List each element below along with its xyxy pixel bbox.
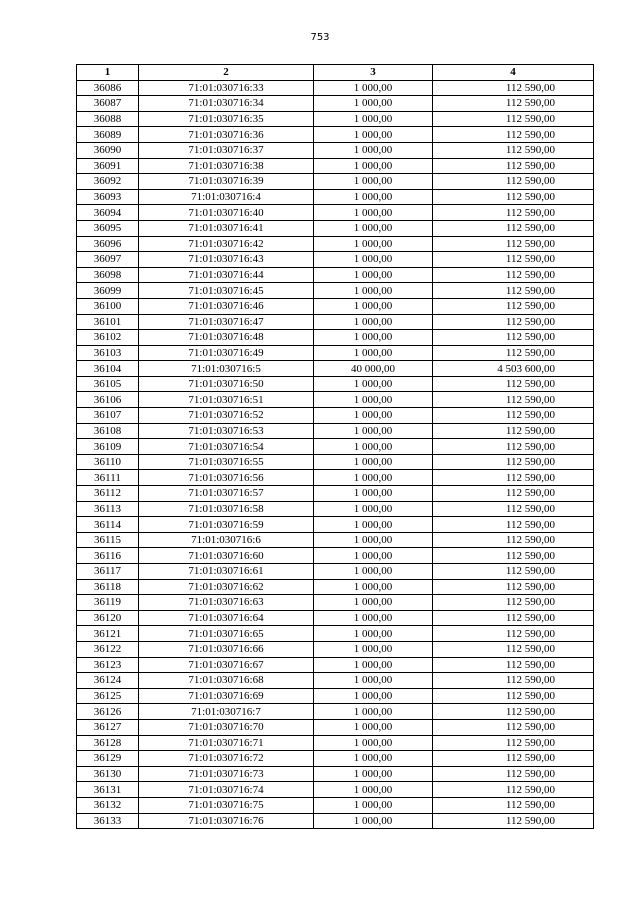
cadastral-number-cell: 71:01:030716:36 [139,127,314,143]
cadastral-number-cell: 71:01:030716:54 [139,439,314,455]
area-cell: 1 000,00 [314,454,433,470]
table-row [77,142,594,158]
cadastral-number-cell: 71:01:030716:42 [139,236,314,252]
area-cell: 1 000,00 [314,673,433,689]
row-number-cell: 36129 [77,751,139,767]
table-row [77,267,594,283]
table-row [77,579,594,595]
cadastral-number-cell: 71:01:030716:7 [139,704,314,720]
value-cell: 112 590,00 [433,704,594,720]
cadastral-number-cell: 71:01:030716:56 [139,470,314,486]
area-cell: 1 000,00 [314,641,433,657]
row-number-cell: 36107 [77,408,139,424]
row-number-cell: 36104 [77,361,139,377]
row-number-cell: 36094 [77,205,139,221]
value-cell: 112 590,00 [433,548,594,564]
cadastral-number-cell: 71:01:030716:34 [139,96,314,112]
table-row [77,80,594,96]
area-cell: 1 000,00 [314,751,433,767]
area-cell: 1 000,00 [314,174,433,190]
cadastral-number-cell: 71:01:030716:35 [139,111,314,127]
row-number-cell: 36123 [77,657,139,673]
area-cell: 1 000,00 [314,267,433,283]
row-number-cell: 36093 [77,189,139,205]
row-number-cell: 36126 [77,704,139,720]
area-cell: 1 000,00 [314,517,433,533]
cadastral-number-cell: 71:01:030716:60 [139,548,314,564]
table-row [77,127,594,143]
table-row [77,423,594,439]
row-number-cell: 36087 [77,96,139,112]
area-cell: 1 000,00 [314,252,433,268]
area-cell: 1 000,00 [314,548,433,564]
area-cell: 1 000,00 [314,345,433,361]
row-number-cell: 36111 [77,470,139,486]
value-cell: 112 590,00 [433,501,594,517]
row-number-cell: 36086 [77,80,139,96]
row-number-cell: 36101 [77,314,139,330]
cadastral-number-cell: 71:01:030716:51 [139,392,314,408]
table-row [77,486,594,502]
cadastral-number-cell: 71:01:030716:72 [139,751,314,767]
value-cell: 112 590,00 [433,579,594,595]
table-header [77,65,594,81]
table-row [77,205,594,221]
area-cell: 1 000,00 [314,80,433,96]
cadastral-number-cell: 71:01:030716:4 [139,189,314,205]
table-row [77,439,594,455]
column-header-2: 2 [139,65,314,81]
cadastral-number-cell: 71:01:030716:61 [139,564,314,580]
table-row [77,470,594,486]
value-cell: 112 590,00 [433,673,594,689]
table-row [77,174,594,190]
row-number-cell: 36088 [77,111,139,127]
cadastral-number-cell: 71:01:030716:6 [139,532,314,548]
row-number-cell: 36097 [77,252,139,268]
row-number-cell: 36091 [77,158,139,174]
value-cell: 112 590,00 [433,532,594,548]
value-cell: 4 503 600,00 [433,361,594,377]
row-number-cell: 36090 [77,142,139,158]
cadastral-number-cell: 71:01:030716:46 [139,298,314,314]
cadastral-number-cell: 71:01:030716:44 [139,267,314,283]
value-cell: 112 590,00 [433,283,594,299]
cadastral-number-cell: 71:01:030716:76 [139,813,314,829]
row-number-cell: 36124 [77,673,139,689]
value-cell: 112 590,00 [433,751,594,767]
row-number-cell: 36119 [77,595,139,611]
value-cell: 112 590,00 [433,657,594,673]
area-cell: 1 000,00 [314,423,433,439]
value-cell: 112 590,00 [433,408,594,424]
row-number-cell: 36110 [77,454,139,470]
table-body [77,80,594,829]
row-number-cell: 36105 [77,376,139,392]
column-header-1: 1 [77,65,139,81]
value-cell: 112 590,00 [433,96,594,112]
table-row [77,813,594,829]
area-cell: 1 000,00 [314,127,433,143]
value-cell: 112 590,00 [433,626,594,642]
value-cell: 112 590,00 [433,205,594,221]
row-number-cell: 36131 [77,782,139,798]
value-cell: 112 590,00 [433,158,594,174]
cadastral-number-cell: 71:01:030716:48 [139,330,314,346]
table-row [77,610,594,626]
table-row [77,298,594,314]
area-cell: 1 000,00 [314,236,433,252]
cadastral-number-cell: 71:01:030716:52 [139,408,314,424]
cadastral-number-cell: 71:01:030716:63 [139,595,314,611]
value-cell: 112 590,00 [433,330,594,346]
row-number-cell: 36106 [77,392,139,408]
value-cell: 112 590,00 [433,595,594,611]
row-number-cell: 36098 [77,267,139,283]
table-row [77,719,594,735]
row-number-cell: 36108 [77,423,139,439]
area-cell: 1 000,00 [314,220,433,236]
value-cell: 112 590,00 [433,314,594,330]
area-cell: 1 000,00 [314,595,433,611]
table-row [77,158,594,174]
area-cell: 1 000,00 [314,579,433,595]
row-number-cell: 36113 [77,501,139,517]
row-number-cell: 36116 [77,548,139,564]
row-number-cell: 36120 [77,610,139,626]
table-row [77,548,594,564]
table-row [77,751,594,767]
table-row [77,361,594,377]
value-cell: 112 590,00 [433,486,594,502]
table-row [77,673,594,689]
value-cell: 112 590,00 [433,641,594,657]
cadastral-number-cell: 71:01:030716:62 [139,579,314,595]
table-row [77,454,594,470]
cadastral-number-cell: 71:01:030716:70 [139,719,314,735]
cadastral-number-cell: 71:01:030716:68 [139,673,314,689]
row-number-cell: 36127 [77,719,139,735]
table-row [77,189,594,205]
table-row [77,345,594,361]
cadastral-number-cell: 71:01:030716:74 [139,782,314,798]
table-row [77,797,594,813]
cadastral-number-cell: 71:01:030716:73 [139,766,314,782]
area-cell: 1 000,00 [314,782,433,798]
value-cell: 112 590,00 [433,376,594,392]
cadastral-number-cell: 71:01:030716:37 [139,142,314,158]
value-cell: 112 590,00 [433,766,594,782]
area-cell: 1 000,00 [314,626,433,642]
value-cell: 112 590,00 [433,189,594,205]
area-cell: 1 000,00 [314,564,433,580]
table-row [77,641,594,657]
table-row [77,595,594,611]
table-row [77,517,594,533]
row-number-cell: 36117 [77,564,139,580]
cadastral-number-cell: 71:01:030716:67 [139,657,314,673]
area-cell: 1 000,00 [314,205,433,221]
area-cell: 1 000,00 [314,408,433,424]
cadastral-number-cell: 71:01:030716:50 [139,376,314,392]
table-row [77,688,594,704]
value-cell: 112 590,00 [433,719,594,735]
column-header-3: 3 [314,65,433,81]
area-cell: 1 000,00 [314,470,433,486]
table-row [77,782,594,798]
table-row [77,314,594,330]
table-row [77,408,594,424]
cadastral-number-cell: 71:01:030716:69 [139,688,314,704]
header-row [77,65,594,81]
value-cell: 112 590,00 [433,797,594,813]
value-cell: 112 590,00 [433,439,594,455]
table-row [77,392,594,408]
area-cell: 1 000,00 [314,610,433,626]
cadastral-number-cell: 71:01:030716:57 [139,486,314,502]
value-cell: 112 590,00 [433,782,594,798]
row-number-cell: 36096 [77,236,139,252]
area-cell: 1 000,00 [314,766,433,782]
cadastral-number-cell: 71:01:030716:49 [139,345,314,361]
row-number-cell: 36125 [77,688,139,704]
data-table [76,64,594,829]
area-cell: 1 000,00 [314,96,433,112]
value-cell: 112 590,00 [433,517,594,533]
cadastral-number-cell: 71:01:030716:64 [139,610,314,626]
cadastral-number-cell: 71:01:030716:5 [139,361,314,377]
cadastral-number-cell: 71:01:030716:65 [139,626,314,642]
cadastral-number-cell: 71:01:030716:55 [139,454,314,470]
value-cell: 112 590,00 [433,220,594,236]
area-cell: 1 000,00 [314,719,433,735]
area-cell: 1 000,00 [314,735,433,751]
table-row [77,220,594,236]
area-cell: 1 000,00 [314,330,433,346]
page-number: 753 [310,32,330,43]
area-cell: 1 000,00 [314,158,433,174]
row-number-cell: 36089 [77,127,139,143]
cadastral-number-cell: 71:01:030716:43 [139,252,314,268]
area-cell: 1 000,00 [314,797,433,813]
row-number-cell: 36133 [77,813,139,829]
column-header-4: 4 [433,65,594,81]
cadastral-number-cell: 71:01:030716:71 [139,735,314,751]
value-cell: 112 590,00 [433,142,594,158]
row-number-cell: 36109 [77,439,139,455]
value-cell: 112 590,00 [433,688,594,704]
row-number-cell: 36112 [77,486,139,502]
area-cell: 1 000,00 [314,688,433,704]
cadastral-number-cell: 71:01:030716:75 [139,797,314,813]
row-number-cell: 36095 [77,220,139,236]
value-cell: 112 590,00 [433,252,594,268]
value-cell: 112 590,00 [433,80,594,96]
cadastral-number-cell: 71:01:030716:58 [139,501,314,517]
area-cell: 1 000,00 [314,501,433,517]
value-cell: 112 590,00 [433,735,594,751]
row-number-cell: 36114 [77,517,139,533]
area-cell: 40 000,00 [314,361,433,377]
table-row [77,657,594,673]
area-cell: 1 000,00 [314,704,433,720]
row-number-cell: 36103 [77,345,139,361]
area-cell: 1 000,00 [314,439,433,455]
table-row [77,532,594,548]
cadastral-number-cell: 71:01:030716:38 [139,158,314,174]
value-cell: 112 590,00 [433,470,594,486]
area-cell: 1 000,00 [314,532,433,548]
cadastral-number-cell: 71:01:030716:33 [139,80,314,96]
cadastral-number-cell: 71:01:030716:47 [139,314,314,330]
value-cell: 112 590,00 [433,610,594,626]
row-number-cell: 36099 [77,283,139,299]
area-cell: 1 000,00 [314,486,433,502]
value-cell: 112 590,00 [433,345,594,361]
area-cell: 1 000,00 [314,392,433,408]
table-row [77,766,594,782]
table-row [77,330,594,346]
cadastral-number-cell: 71:01:030716:45 [139,283,314,299]
table-row [77,704,594,720]
value-cell: 112 590,00 [433,813,594,829]
table-row [77,96,594,112]
value-cell: 112 590,00 [433,454,594,470]
table-row [77,376,594,392]
area-cell: 1 000,00 [314,657,433,673]
table-row [77,735,594,751]
cadastral-number-cell: 71:01:030716:39 [139,174,314,190]
value-cell: 112 590,00 [433,111,594,127]
value-cell: 112 590,00 [433,236,594,252]
row-number-cell: 36102 [77,330,139,346]
row-number-cell: 36118 [77,579,139,595]
value-cell: 112 590,00 [433,174,594,190]
table-row [77,564,594,580]
area-cell: 1 000,00 [314,376,433,392]
table-row [77,252,594,268]
table-row [77,626,594,642]
cadastral-number-cell: 71:01:030716:66 [139,641,314,657]
cadastral-number-cell: 71:01:030716:40 [139,205,314,221]
value-cell: 112 590,00 [433,564,594,580]
value-cell: 112 590,00 [433,127,594,143]
value-cell: 112 590,00 [433,392,594,408]
value-cell: 112 590,00 [433,267,594,283]
row-number-cell: 36100 [77,298,139,314]
value-cell: 112 590,00 [433,423,594,439]
table-row [77,501,594,517]
row-number-cell: 36115 [77,532,139,548]
area-cell: 1 000,00 [314,283,433,299]
cadastral-number-cell: 71:01:030716:59 [139,517,314,533]
area-cell: 1 000,00 [314,111,433,127]
value-cell: 112 590,00 [433,298,594,314]
area-cell: 1 000,00 [314,314,433,330]
row-number-cell: 36132 [77,797,139,813]
area-cell: 1 000,00 [314,813,433,829]
table-row [77,236,594,252]
row-number-cell: 36121 [77,626,139,642]
row-number-cell: 36130 [77,766,139,782]
cadastral-number-cell: 71:01:030716:41 [139,220,314,236]
area-cell: 1 000,00 [314,298,433,314]
area-cell: 1 000,00 [314,142,433,158]
cadastral-number-cell: 71:01:030716:53 [139,423,314,439]
row-number-cell: 36122 [77,641,139,657]
area-cell: 1 000,00 [314,189,433,205]
row-number-cell: 36092 [77,174,139,190]
row-number-cell: 36128 [77,735,139,751]
table-row [77,283,594,299]
table-row [77,111,594,127]
